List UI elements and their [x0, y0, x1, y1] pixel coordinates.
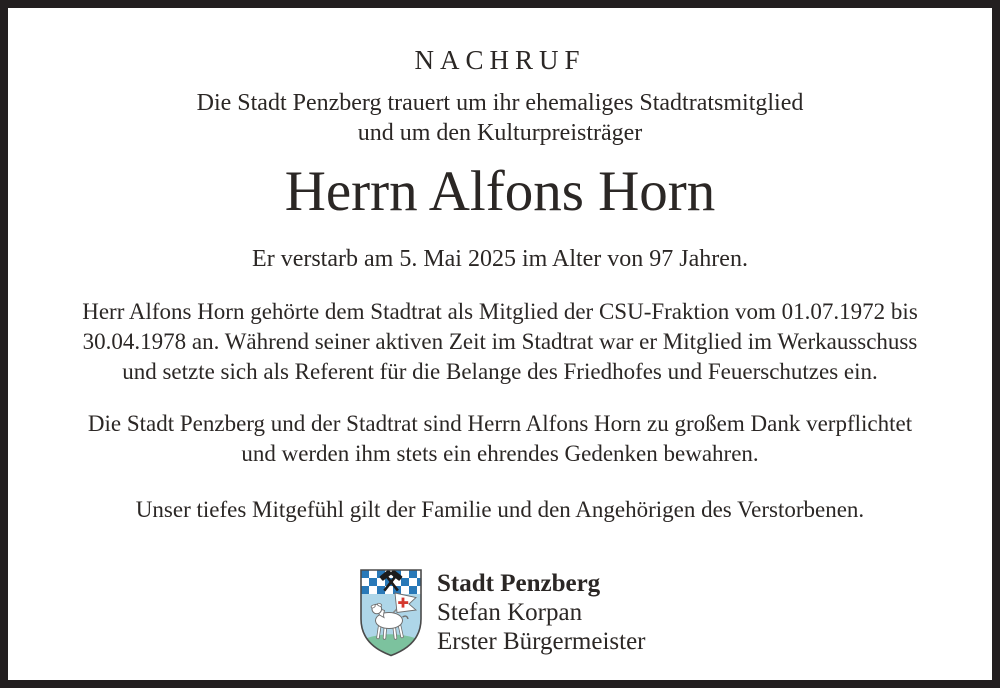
signature-signer-name: Stefan Korpan: [437, 599, 583, 626]
intro-line-2: und um den Kulturpreisträger: [357, 120, 643, 146]
paragraph-gratitude-line-2: und werden ihm stets ein ehrendes Gedenken bewahren.: [241, 441, 759, 466]
kicker-heading: NACHRUF: [414, 45, 586, 75]
paragraph-gratitude-line-1: Die Stadt Penzberg und der Stadtrat sind Herrn Alfons Horn zu großem Dank verpflichtet: [87, 411, 913, 436]
deceased-name: Herrn Alfons Horn: [284, 160, 716, 223]
signature-signer-title: Erster Bürgermeister: [437, 628, 646, 655]
intro-text: [8, 88, 992, 148]
penzberg-coat-of-arms-icon: [358, 567, 424, 657]
paragraph-service-line-1: Herr Alfons Horn gehörte dem Stadtrat als Mitglied der CSU-Fraktion vom 01.07.1972 bis: [82, 299, 918, 324]
signature-text: [437, 567, 646, 656]
paragraph-condolence: [8, 495, 992, 525]
paragraph-gratitude: [8, 409, 992, 469]
paragraph-condolence-line-1: Unser tiefes Mitgefühl gilt der Familie und den Angehörigen des Verstorbenen.: [135, 497, 865, 522]
paragraph-service: [8, 297, 992, 387]
signature-block: [358, 567, 646, 657]
paragraph-service-line-2: 30.04.1978 an. Während seiner aktiven Zeit im Stadtrat war er Mitglied im Werkausschuss: [82, 329, 918, 354]
paragraph-service-line-3: und setzte sich als Referent für die Belange des Friedhofes und Feuerschutzes ein.: [122, 359, 878, 384]
death-line: Er verstarb am 5. Mai 2025 im Alter von 97 Jahren.: [252, 246, 748, 272]
signature-organization: Stadt Penzberg: [437, 570, 601, 597]
crest-green-mound: [361, 634, 421, 657]
intro-line-1: Die Stadt Penzberg trauert um ihr ehemaliges Stadtratsmitglied: [196, 90, 804, 116]
